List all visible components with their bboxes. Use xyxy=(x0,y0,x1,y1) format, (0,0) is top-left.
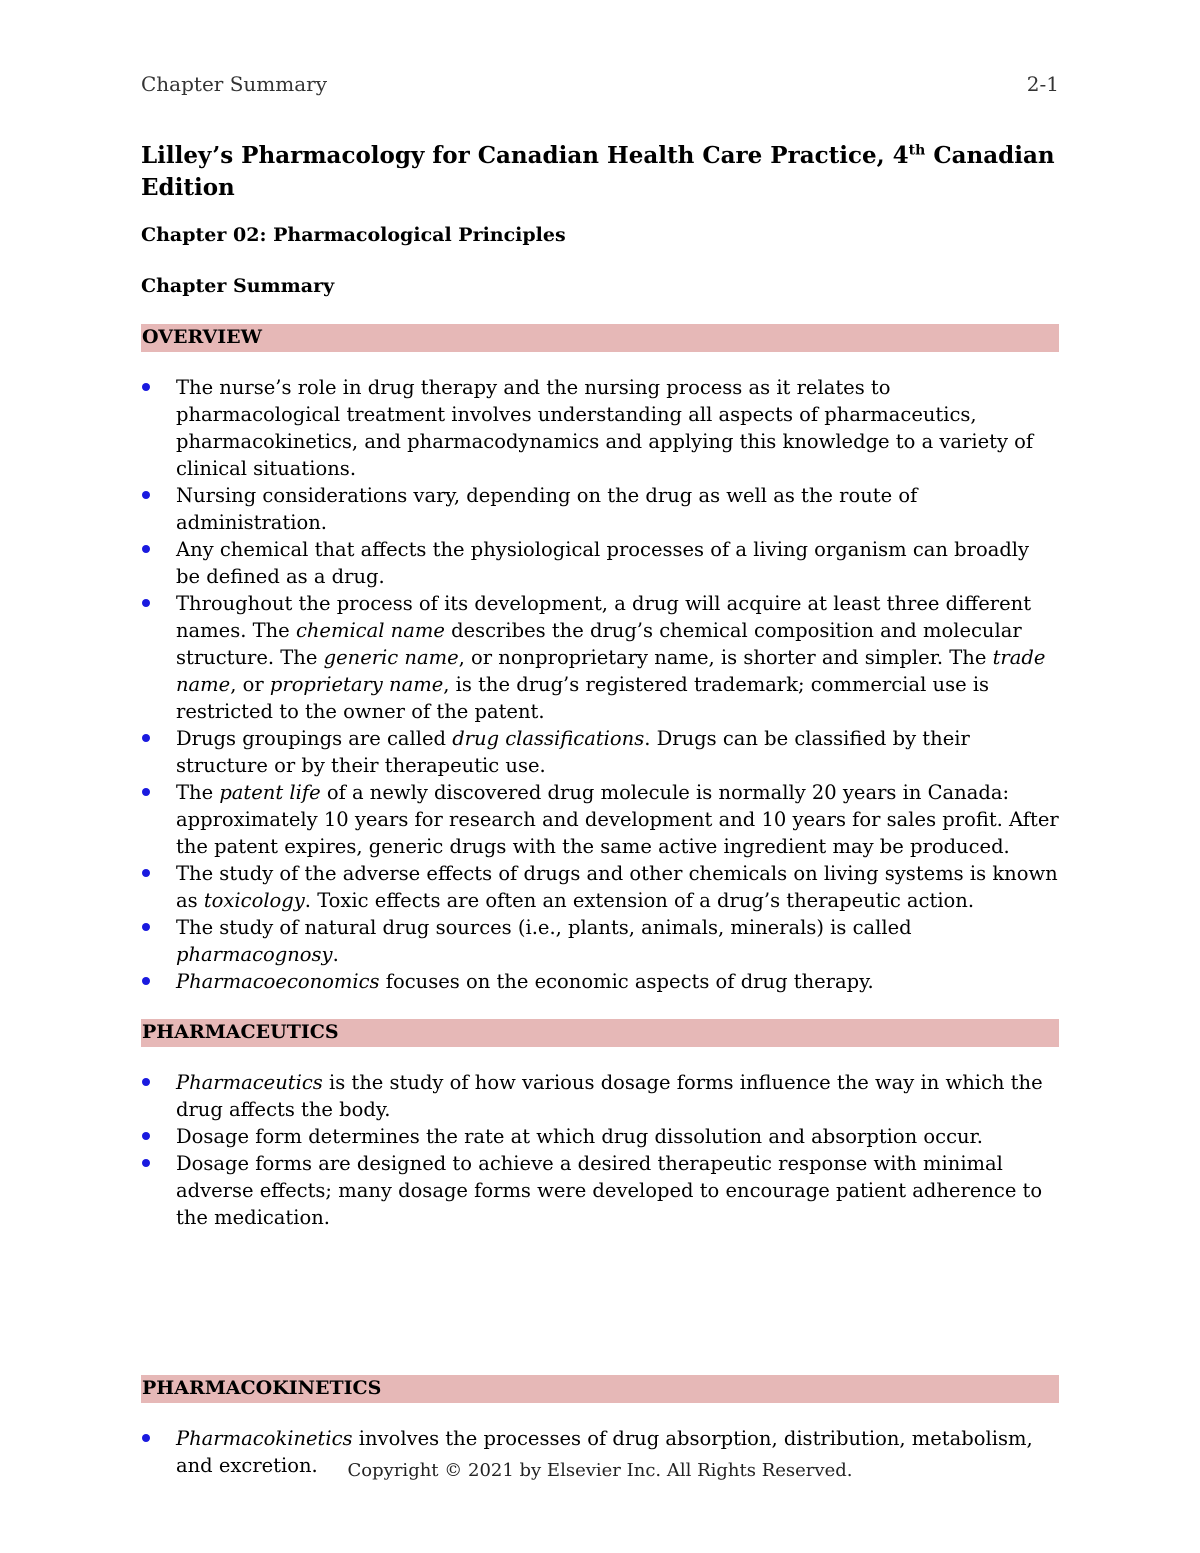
bullet-item xyxy=(141,482,1059,536)
italic-term: patent life xyxy=(219,781,321,804)
bullet-text: focuses on the economic aspects of drug therapy. xyxy=(379,970,874,993)
header-left: Chapter Summary xyxy=(141,72,327,96)
bullet-text: . xyxy=(332,943,339,966)
bullet-icon xyxy=(142,1078,150,1086)
bullet-item xyxy=(141,914,1059,968)
bullet-text: is the study of how various dosage forms influence the way in which the drug affects the body. xyxy=(176,1071,1043,1121)
page-header xyxy=(141,72,1059,96)
page-spacer xyxy=(141,1255,1059,1365)
bullet-text: Any chemical that affects the physiological processes of a living organism can broadly be defined as a drug. xyxy=(176,538,1030,588)
italic-term: drug classifications xyxy=(452,727,645,750)
book-title-line2: Edition xyxy=(141,174,235,201)
bullet-text: Dosage forms are designed to achieve a desired therapeutic response with minimal adverse effects; many dosage forms were developed to encourage patient adherence to the medication. xyxy=(176,1152,1043,1229)
italic-term: generic name xyxy=(323,646,459,669)
book-title-text-cont: Canadian xyxy=(925,142,1055,169)
section-overview xyxy=(141,324,1059,995)
bullet-item xyxy=(141,536,1059,590)
bullet-text: Dosage form determines the rate at which drug dissolution and absorption occur. xyxy=(176,1125,983,1148)
bullet-icon xyxy=(142,1434,150,1442)
italic-term: Pharmaceutics xyxy=(176,1071,323,1094)
section-heading: OVERVIEW xyxy=(141,324,1059,352)
copyright-footer: Copyright © 2021 by Elsevier Inc. All Rights Reserved. xyxy=(347,1460,853,1481)
bullet-list xyxy=(141,1069,1059,1231)
bullet-text: . Drugs can be classified by their structure or by their therapeutic use. xyxy=(176,727,970,777)
italic-term: toxicology xyxy=(203,889,305,912)
bullet-text: describes the drug’s chemical composition and molecular structure. The xyxy=(176,619,1022,669)
bullet-item xyxy=(141,860,1059,914)
bullet-icon xyxy=(142,1132,150,1140)
book-title xyxy=(141,140,1059,204)
bullet-icon xyxy=(142,1159,150,1167)
italic-term: Pharmacoeconomics xyxy=(176,970,380,993)
bullet-text: The nurse’s role in drug therapy and the nursing process as it relates to pharmacological treatment involves understanding all aspects of pharmaceutics, pharmacokinetics, and pharmacodynamics and applying this knowledge to a variety of clinical situations. xyxy=(176,376,1034,480)
bullet-icon xyxy=(142,545,150,553)
bullet-text: of a newly discovered drug molecule is normally 20 years in Canada: approximately 10 years for research and development and 10 years for sales profit. After the patent expires, generic drugs with the same active ingredient may be produced. xyxy=(176,781,1059,858)
bullet-icon xyxy=(142,923,150,931)
bullet-icon xyxy=(142,869,150,877)
section-pharmaceutics xyxy=(141,1019,1059,1231)
bullet-text: , or xyxy=(230,673,270,696)
bullet-icon xyxy=(142,734,150,742)
bullet-item xyxy=(141,1150,1059,1231)
italic-term: pharmacognosy xyxy=(176,943,333,966)
italic-term: trade name xyxy=(176,646,1046,696)
bullet-icon xyxy=(142,788,150,796)
bullet-text: The study of the adverse effects of drugs and other chemicals on living systems is known as xyxy=(176,862,1058,912)
bullet-item xyxy=(141,779,1059,860)
bullet-icon xyxy=(142,491,150,499)
bullet-text: Drugs groupings are called xyxy=(176,727,453,750)
bullet-text: . Toxic effects are often an extension of a drug’s therapeutic action. xyxy=(304,889,975,912)
chapter-heading: Chapter 02: Pharmacological Principles xyxy=(141,224,566,246)
bullet-icon xyxy=(142,383,150,391)
bullet-text: The study of natural drug sources (i.e., plants, animals, minerals) is called xyxy=(176,916,912,939)
section-heading: PHARMACEUTICS xyxy=(141,1019,1059,1047)
bullet-text: , or nonproprietary name, is shorter and simpler. The xyxy=(458,646,993,669)
bullet-text: involves the processes of drug absorption, distribution, metabolism, and excretion. xyxy=(176,1427,1033,1477)
bullet-text: The xyxy=(176,781,220,804)
italic-term: proprietary name xyxy=(269,673,444,696)
bullet-item xyxy=(141,968,1059,995)
page-number: 2-1 xyxy=(1026,72,1059,96)
section-heading: PHARMACOKINETICS xyxy=(141,1375,1059,1403)
bullet-icon xyxy=(142,599,150,607)
page-content xyxy=(141,140,1059,1503)
bullet-item xyxy=(141,1069,1059,1123)
sections-container xyxy=(141,324,1059,1479)
summary-heading: Chapter Summary xyxy=(141,275,335,297)
book-title-text: Lilley’s Pharmacology for Canadian Health Care Practice, 4 xyxy=(141,142,909,169)
bullet-item xyxy=(141,590,1059,725)
bullet-text: , is the drug’s registered trademark; commercial use is restricted to the owner of the patent. xyxy=(176,673,990,723)
bullet-item xyxy=(141,1123,1059,1150)
bullet-item xyxy=(141,725,1059,779)
bullet-list xyxy=(141,374,1059,995)
bullet-icon xyxy=(142,977,150,985)
edition-superscript: th xyxy=(908,142,926,159)
bullet-text: Throughout the process of its development, a drug will acquire at least three different names. The xyxy=(176,592,1032,642)
bullet-item xyxy=(141,374,1059,482)
bullet-text: Nursing considerations vary, depending on the drug as well as the route of administration. xyxy=(176,484,918,534)
italic-term: Pharmacokinetics xyxy=(176,1427,353,1450)
italic-term: chemical name xyxy=(295,619,445,642)
